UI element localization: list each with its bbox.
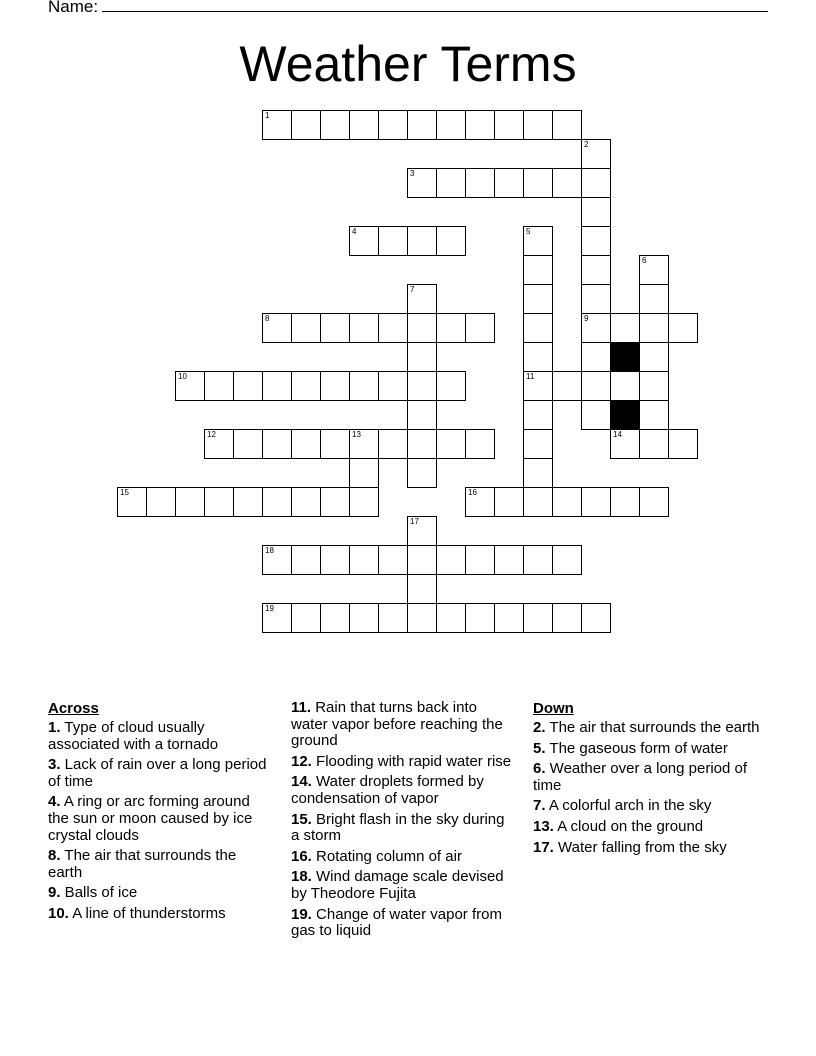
across-clue <box>291 774 516 807</box>
grid-cell[interactable] <box>465 603 495 633</box>
clue-text: Weather over a long period of time <box>533 760 748 794</box>
clue-number: 1. <box>48 719 61 736</box>
clue-text: The gaseous form of water <box>545 739 728 757</box>
grid-cell[interactable] <box>581 284 611 314</box>
clue-number: 5 <box>526 227 531 236</box>
clue-text: Change of water vapor from gas to liquid <box>291 905 502 940</box>
grid-cell[interactable] <box>291 313 321 343</box>
grid-cell[interactable] <box>523 603 553 633</box>
grid-cell[interactable] <box>407 400 437 430</box>
grid-cell[interactable] <box>407 168 437 198</box>
grid-cell[interactable] <box>523 284 553 314</box>
clue-number: 6 <box>642 256 647 265</box>
clue-number: 7. <box>533 797 546 815</box>
grid-cell[interactable] <box>378 110 408 140</box>
grid-cell[interactable] <box>378 429 408 459</box>
grid-cell[interactable] <box>436 545 466 575</box>
grid-cell[interactable] <box>291 371 321 401</box>
clue-number: 11 <box>526 372 535 381</box>
grid-cell[interactable] <box>349 458 379 488</box>
across-clue <box>48 848 273 881</box>
clue-text: Balls of ice <box>60 884 138 902</box>
down-heading: Down <box>533 700 574 717</box>
clue-number: 6. <box>533 760 546 778</box>
grid-cell[interactable] <box>233 371 263 401</box>
grid-cell[interactable] <box>436 603 466 633</box>
grid-cell[interactable] <box>581 139 611 169</box>
grid-cell[interactable] <box>407 516 437 546</box>
black-cell <box>610 400 640 430</box>
clue-number: 3. <box>48 756 61 774</box>
grid-cell[interactable] <box>233 487 263 517</box>
grid-cell[interactable] <box>436 429 466 459</box>
clue-number: 18. <box>291 868 312 886</box>
grid-cell[interactable] <box>320 603 350 633</box>
grid-cell[interactable] <box>349 371 379 401</box>
across-clue <box>291 907 516 940</box>
grid-cell[interactable] <box>320 545 350 575</box>
across-clue <box>48 720 273 753</box>
grid-cell[interactable] <box>262 603 292 633</box>
grid-cell[interactable] <box>349 110 379 140</box>
clue-text: A cloud on the ground <box>553 817 704 835</box>
grid-cell[interactable] <box>581 487 611 517</box>
clue-text: A line of thunderstorms <box>68 904 226 922</box>
grid-cell[interactable] <box>291 545 321 575</box>
grid-cell[interactable] <box>581 168 611 198</box>
grid-cell[interactable] <box>407 226 437 256</box>
clue-number: 19. <box>291 905 312 923</box>
grid-cell[interactable] <box>494 168 524 198</box>
clue-text: Type of cloud usually associated with a tornado <box>48 719 219 753</box>
clue-number: 9 <box>584 314 589 323</box>
grid-cell[interactable] <box>262 371 292 401</box>
clue-number: 13 <box>352 430 361 439</box>
down-clue <box>533 798 768 815</box>
grid-cell[interactable] <box>523 110 553 140</box>
grid-cell[interactable] <box>610 487 640 517</box>
grid-cell[interactable] <box>552 487 582 517</box>
grid-cell[interactable] <box>581 313 611 343</box>
grid-cell[interactable] <box>494 545 524 575</box>
grid-cell[interactable] <box>349 226 379 256</box>
grid-cell[interactable] <box>175 487 205 517</box>
grid-cell[interactable] <box>262 429 292 459</box>
grid-cell[interactable] <box>291 603 321 633</box>
across-clue <box>291 869 516 902</box>
clue-number: 15 <box>120 488 129 497</box>
grid-cell[interactable] <box>465 429 495 459</box>
grid-cell[interactable] <box>523 168 553 198</box>
grid-cell[interactable] <box>581 371 611 401</box>
clue-number: 4 <box>352 227 357 236</box>
grid-cell[interactable] <box>639 400 669 430</box>
grid-cell[interactable] <box>494 487 524 517</box>
grid-cell[interactable] <box>117 487 147 517</box>
grid-cell[interactable] <box>262 313 292 343</box>
grid-cell[interactable] <box>378 371 408 401</box>
clue-number: 17 <box>410 517 419 526</box>
grid-cell[interactable] <box>581 342 611 372</box>
grid-cell[interactable] <box>436 168 466 198</box>
clue-text: Bright flash in the sky during a storm <box>291 810 505 845</box>
grid-cell[interactable] <box>262 110 292 140</box>
grid-cell[interactable] <box>610 371 640 401</box>
down-clue <box>533 819 768 836</box>
clue-text: Lack of rain over a long period of time <box>48 756 267 790</box>
grid-cell[interactable] <box>523 226 553 256</box>
grid-cell[interactable] <box>465 110 495 140</box>
grid-cell[interactable] <box>204 371 234 401</box>
grid-cell[interactable] <box>262 487 292 517</box>
grid-cell[interactable] <box>407 574 437 604</box>
grid-cell[interactable] <box>523 371 553 401</box>
grid-cell[interactable] <box>552 110 582 140</box>
clue-text: The air that surrounds the earth <box>48 847 237 881</box>
grid-cell[interactable] <box>233 429 263 459</box>
name-label: Name: <box>48 0 99 16</box>
grid-cell[interactable] <box>436 313 466 343</box>
down-clue <box>533 761 768 794</box>
grid-cell[interactable] <box>552 603 582 633</box>
grid-cell[interactable] <box>523 429 553 459</box>
grid-cell[interactable] <box>349 313 379 343</box>
clue-text: A ring or arc forming around the sun or moon caused by ice crystal clouds <box>48 793 253 844</box>
grid-cell[interactable] <box>407 110 437 140</box>
grid-cell[interactable] <box>465 487 495 517</box>
across-clue <box>48 885 273 902</box>
grid-cell[interactable] <box>378 545 408 575</box>
clue-text: Flooding with rapid water rise <box>311 752 512 770</box>
clue-number: 14. <box>291 773 312 791</box>
across-clue <box>291 812 516 845</box>
grid-cell[interactable] <box>552 371 582 401</box>
grid-cell[interactable] <box>668 313 698 343</box>
grid-cell[interactable] <box>465 313 495 343</box>
clue-number: 11. <box>291 699 312 716</box>
grid-cell[interactable] <box>581 226 611 256</box>
grid-cell[interactable] <box>668 429 698 459</box>
grid-cell[interactable] <box>175 371 205 401</box>
grid-cell[interactable] <box>523 458 553 488</box>
grid-cell[interactable] <box>523 342 553 372</box>
grid-cell[interactable] <box>639 487 669 517</box>
grid-cell[interactable] <box>407 313 437 343</box>
grid-cell[interactable] <box>581 197 611 227</box>
grid-cell[interactable] <box>407 458 437 488</box>
across-clue <box>291 700 516 750</box>
grid-cell[interactable] <box>436 371 466 401</box>
grid-cell[interactable] <box>523 400 553 430</box>
clue-text: The air that surrounds the earth <box>545 719 760 736</box>
across-clue <box>48 757 273 790</box>
grid-cell[interactable] <box>494 110 524 140</box>
grid-cell[interactable] <box>349 545 379 575</box>
grid-cell[interactable] <box>320 313 350 343</box>
grid-cell[interactable] <box>378 313 408 343</box>
grid-cell[interactable] <box>552 545 582 575</box>
clue-number: 7 <box>410 285 415 294</box>
across-clues-column-1 <box>48 700 273 927</box>
clue-text: Rain that turns back into water vapor before reaching the ground <box>291 699 503 750</box>
grid-cell[interactable] <box>349 603 379 633</box>
grid-cell[interactable] <box>407 429 437 459</box>
clue-number: 1 <box>265 111 270 120</box>
grid-cell[interactable] <box>523 487 553 517</box>
grid-cell[interactable] <box>320 429 350 459</box>
grid-cell[interactable] <box>407 284 437 314</box>
clue-number: 16 <box>468 488 477 497</box>
grid-cell[interactable] <box>407 371 437 401</box>
black-cell <box>610 342 640 372</box>
clue-number: 12 <box>207 430 216 439</box>
grid-cell[interactable] <box>552 168 582 198</box>
grid-cell[interactable] <box>639 429 669 459</box>
grid-cell[interactable] <box>639 255 669 285</box>
grid-cell[interactable] <box>610 313 640 343</box>
clue-text: Wind damage scale devised by Theodore Fujita <box>291 868 504 902</box>
grid-cell[interactable] <box>523 255 553 285</box>
grid-cell[interactable] <box>639 342 669 372</box>
grid-cell[interactable] <box>436 226 466 256</box>
clue-number: 4. <box>48 793 61 811</box>
across-heading: Across <box>48 700 99 717</box>
down-clue <box>533 741 768 758</box>
across-clue <box>48 794 273 844</box>
grid-cell[interactable] <box>204 429 234 459</box>
grid-cell[interactable] <box>204 487 234 517</box>
across-clue <box>291 754 516 771</box>
grid-cell[interactable] <box>349 429 379 459</box>
clue-number: 8. <box>48 847 61 865</box>
clue-number: 13. <box>533 817 554 835</box>
grid-cell[interactable] <box>523 545 553 575</box>
down-clue <box>533 720 768 737</box>
clue-number: 14 <box>613 430 622 439</box>
clue-number: 3 <box>410 169 415 178</box>
grid-cell[interactable] <box>378 603 408 633</box>
across-clue <box>291 849 516 866</box>
across-clue <box>48 906 273 923</box>
grid-cell[interactable] <box>320 110 350 140</box>
grid-cell[interactable] <box>349 487 379 517</box>
grid-cell[interactable] <box>436 110 466 140</box>
grid-cell[interactable] <box>639 284 669 314</box>
clue-number: 10. <box>48 904 69 922</box>
grid-cell[interactable] <box>465 168 495 198</box>
grid-cell[interactable] <box>407 603 437 633</box>
grid-cell[interactable] <box>320 371 350 401</box>
grid-cell[interactable] <box>320 487 350 517</box>
down-clues-column <box>533 700 768 860</box>
clue-number: 9. <box>48 884 61 902</box>
clue-number: 8 <box>265 314 270 323</box>
clue-text: Rotating column of air <box>311 847 462 865</box>
grid-cell[interactable] <box>639 313 669 343</box>
grid-cell[interactable] <box>523 313 553 343</box>
clue-text: Water droplets formed by condensation of vapor <box>291 773 484 807</box>
clue-number: 2 <box>584 140 589 149</box>
across-clues-column-2 <box>291 700 516 944</box>
grid-cell[interactable] <box>581 603 611 633</box>
grid-cell[interactable] <box>610 429 640 459</box>
clue-number: 16. <box>291 847 312 865</box>
clue-number: 5. <box>533 739 546 757</box>
clue-number: 18 <box>265 546 274 555</box>
grid-cell[interactable] <box>639 371 669 401</box>
grid-cell[interactable] <box>291 487 321 517</box>
clue-number: 10 <box>178 372 187 381</box>
clue-text: Water falling from the sky <box>553 838 727 856</box>
grid-cell[interactable] <box>291 429 321 459</box>
page-title: Weather Terms <box>239 36 577 92</box>
grid-cell[interactable] <box>146 487 176 517</box>
grid-cell[interactable] <box>581 255 611 285</box>
grid-cell[interactable] <box>465 545 495 575</box>
clue-number: 12. <box>291 752 312 770</box>
grid-cell[interactable] <box>581 400 611 430</box>
clue-number: 17. <box>533 838 554 856</box>
grid-cell[interactable] <box>291 110 321 140</box>
grid-cell[interactable] <box>262 545 292 575</box>
down-clue <box>533 840 768 857</box>
clue-number: 2. <box>533 719 546 736</box>
grid-cell[interactable] <box>407 342 437 372</box>
grid-cell[interactable] <box>378 226 408 256</box>
grid-cell[interactable] <box>407 545 437 575</box>
clue-number: 19 <box>265 604 274 613</box>
clue-number: 15. <box>291 810 312 828</box>
clue-text: A colorful arch in the sky <box>545 797 712 815</box>
grid-cell[interactable] <box>494 603 524 633</box>
